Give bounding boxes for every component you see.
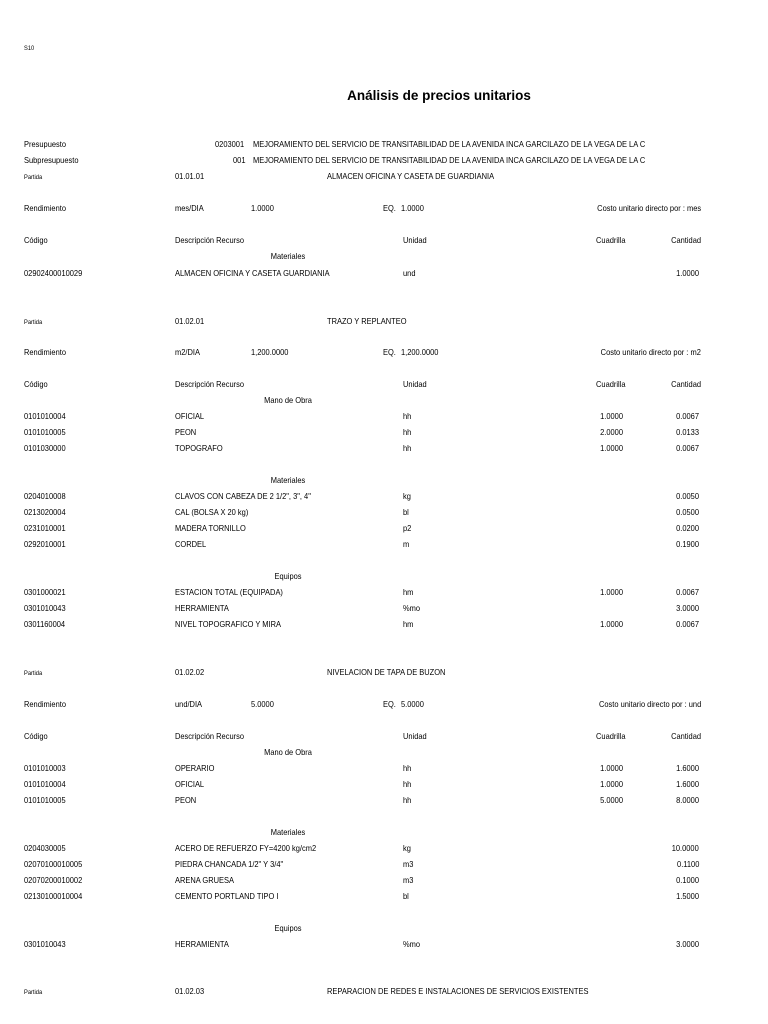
resource-cuadrilla: 1.0000	[600, 443, 623, 453]
resource-unit: bl	[403, 507, 409, 517]
eq-label: EQ.	[383, 347, 396, 357]
rendimiento-value: 1,200.0000	[251, 347, 289, 357]
resource-description: HERRAMIENTA	[175, 603, 229, 613]
resource-group-title: Equipos	[274, 923, 302, 933]
eq-value: 5.0000	[401, 699, 424, 709]
resource-cantidad: 0.0067	[676, 443, 699, 453]
resource-unit: bl	[403, 891, 409, 901]
resource-description: ACERO DE REFUERZO FY=4200 kg/cm2	[175, 843, 317, 853]
resource-group-title: Equipos	[274, 571, 302, 581]
column-header-cantidad: Cantidad	[671, 379, 701, 389]
column-header-codigo: Código	[24, 379, 48, 389]
resource-cuadrilla: 1.0000	[600, 763, 623, 773]
partida-code: 01.02.03	[175, 986, 205, 996]
resource-cantidad: 10.0000	[671, 843, 699, 853]
subpresupuesto-label: Subpresupuesto	[24, 155, 79, 165]
resource-description: CLAVOS CON CABEZA DE 2 1/2", 3", 4"	[175, 491, 311, 501]
column-header-unidad: Unidad	[403, 235, 427, 245]
resource-cantidad: 0.1000	[676, 875, 699, 885]
resource-code: 0101010005	[24, 427, 66, 437]
resource-cantidad: 0.0133	[676, 427, 699, 437]
resource-group-title: Mano de Obra	[264, 395, 312, 405]
resource-code: 0301010043	[24, 939, 66, 949]
rendimiento-value: 1.0000	[251, 203, 274, 213]
resource-cantidad: 0.1900	[676, 539, 699, 549]
resource-description: ESTACION TOTAL (EQUIPADA)	[175, 587, 283, 597]
resource-unit: hm	[403, 587, 414, 597]
resource-description: PEON	[175, 795, 197, 805]
resource-unit: hh	[403, 795, 412, 805]
resource-cantidad: 0.1100	[676, 859, 699, 869]
column-header-cantidad: Cantidad	[671, 235, 701, 245]
resource-description: CORDEL	[175, 539, 207, 549]
costo-unitario-label: Costo unitario directo por : mes	[597, 203, 701, 213]
rendimiento-value: 5.0000	[251, 699, 274, 709]
resource-unit: m3	[403, 859, 414, 869]
page-code: S10	[24, 45, 35, 52]
column-header-descripcion: Descripción Recurso	[175, 731, 245, 741]
resource-cantidad: 0.0500	[676, 507, 699, 517]
partida-name: ALMACEN OFICINA Y CASETA DE GUARDIANIA	[327, 171, 495, 181]
column-header-descripcion: Descripción Recurso	[175, 379, 245, 389]
resource-cuadrilla: 1.0000	[600, 411, 623, 421]
resource-description: PIEDRA CHANCADA 1/2" Y 3/4"	[175, 859, 284, 869]
partida-label: Partida	[24, 989, 43, 996]
resource-unit: und	[403, 268, 416, 278]
rendimiento-label: Rendimiento	[24, 203, 67, 213]
partida-label: Partida	[24, 670, 43, 677]
eq-label: EQ.	[383, 699, 396, 709]
resource-unit: m3	[403, 875, 414, 885]
partida-code: 01.02.01	[175, 316, 205, 326]
resource-code: 0292010001	[24, 539, 66, 549]
resource-cantidad: 3.0000	[676, 939, 699, 949]
resource-group-title: Materiales	[270, 827, 306, 837]
resource-code: 0301000021	[24, 587, 66, 597]
resource-cuadrilla: 1.0000	[600, 619, 623, 629]
partida-label: Partida	[24, 174, 43, 181]
resource-cantidad: 8.0000	[676, 795, 699, 805]
resource-cuadrilla: 2.0000	[600, 427, 623, 437]
resource-description: HERRAMIENTA	[175, 939, 229, 949]
costo-unitario-label: Costo unitario directo por : m2	[600, 347, 701, 357]
resource-description: TOPOGRAFO	[175, 443, 223, 453]
resource-code: 0101010004	[24, 779, 66, 789]
resource-cantidad: 0.0067	[676, 411, 699, 421]
resource-description: OFICIAL	[175, 411, 205, 421]
resource-code: 0101010004	[24, 411, 66, 421]
rendimiento-label: Rendimiento	[24, 699, 67, 709]
resource-unit: kg	[403, 491, 411, 501]
resource-unit: %mo	[403, 603, 421, 613]
resource-cantidad: 1.6000	[676, 779, 699, 789]
resource-code: 0231010001	[24, 523, 66, 533]
subpresupuesto-description: MEJORAMIENTO DEL SERVICIO DE TRANSITABILIDAD DE LA AVENIDA INCA GARCILAZO DE LA VEGA DE LA C	[253, 155, 646, 165]
column-header-cuadrilla: Cuadrilla	[596, 379, 626, 389]
column-header-cuadrilla: Cuadrilla	[596, 235, 626, 245]
resource-description: MADERA TORNILLO	[175, 523, 246, 533]
resource-group-title: Materiales	[270, 475, 306, 485]
resource-code: 0301160004	[24, 619, 66, 629]
column-header-cantidad: Cantidad	[671, 731, 701, 741]
resource-group-title: Materiales	[270, 251, 306, 261]
resource-unit: hh	[403, 779, 412, 789]
resource-code: 0213020004	[24, 507, 66, 517]
resource-cuadrilla: 1.0000	[600, 779, 623, 789]
rendimiento-unit: m2/DIA	[175, 347, 200, 357]
resource-unit: hh	[403, 411, 412, 421]
partida-code: 01.01.01	[175, 171, 205, 181]
resource-code: 0301010043	[24, 603, 66, 613]
rendimiento-unit: mes/DIA	[175, 203, 204, 213]
resource-unit: m	[403, 539, 410, 549]
resource-cantidad: 0.0200	[676, 523, 699, 533]
resource-cantidad: 0.0067	[676, 619, 699, 629]
resource-group-title: Mano de Obra	[264, 747, 312, 757]
column-header-unidad: Unidad	[403, 731, 427, 741]
resource-cuadrilla: 1.0000	[600, 587, 623, 597]
rendimiento-label: Rendimiento	[24, 347, 67, 357]
presupuesto-code: 0203001	[215, 139, 245, 149]
partida-name: TRAZO Y REPLANTEO	[327, 316, 407, 326]
column-header-descripcion: Descripción Recurso	[175, 235, 245, 245]
resource-unit: hh	[403, 763, 412, 773]
resource-description: OFICIAL	[175, 779, 205, 789]
partida-code: 01.02.02	[175, 667, 205, 677]
resource-description: PEON	[175, 427, 197, 437]
resource-unit: hm	[403, 619, 414, 629]
resource-cantidad: 1.6000	[676, 763, 699, 773]
resource-description: CAL (BOLSA X 20 kg)	[175, 507, 249, 517]
resource-unit: p2	[403, 523, 412, 533]
resource-description: CEMENTO PORTLAND TIPO I	[175, 891, 279, 901]
costo-unitario-label: Costo unitario directo por : und	[598, 699, 701, 709]
partida-name: REPARACION DE REDES E INSTALACIONES DE SERVICIOS EXISTENTES	[327, 986, 589, 996]
resource-cantidad: 0.0067	[676, 587, 699, 597]
presupuesto-description: MEJORAMIENTO DEL SERVICIO DE TRANSITABILIDAD DE LA AVENIDA INCA GARCILAZO DE LA VEGA DE LA C	[253, 139, 646, 149]
resource-cuadrilla: 5.0000	[600, 795, 623, 805]
resource-description: ALMACEN OFICINA Y CASETA GUARDIANIA	[175, 268, 330, 278]
subpresupuesto-code: 001	[233, 155, 246, 165]
column-header-cuadrilla: Cuadrilla	[596, 731, 626, 741]
resource-code: 0204010008	[24, 491, 66, 501]
resource-code: 0101030000	[24, 443, 66, 453]
page-title: Análisis de precios unitarios	[347, 88, 531, 103]
eq-value: 1.0000	[401, 203, 424, 213]
rendimiento-unit: und/DIA	[175, 699, 203, 709]
column-header-codigo: Código	[24, 235, 48, 245]
partida-name: NIVELACION DE TAPA DE BUZON	[327, 667, 446, 677]
presupuesto-label: Presupuesto	[24, 139, 67, 149]
eq-label: EQ.	[383, 203, 396, 213]
resource-code: 0204030005	[24, 843, 66, 853]
resource-unit: hh	[403, 427, 412, 437]
resource-unit: kg	[403, 843, 411, 853]
partida-label: Partida	[24, 319, 43, 326]
resource-description: NIVEL TOPOGRAFICO Y MIRA	[175, 619, 281, 629]
resource-description: OPERARIO	[175, 763, 215, 773]
resource-unit: hh	[403, 443, 412, 453]
resource-code: 0101010003	[24, 763, 66, 773]
resource-code: 02070100010005	[24, 859, 83, 869]
resource-unit: %mo	[403, 939, 421, 949]
resource-code: 02902400010029	[24, 268, 83, 278]
eq-value: 1,200.0000	[401, 347, 439, 357]
resource-cantidad: 3.0000	[676, 603, 699, 613]
resource-cantidad: 0.0050	[676, 491, 699, 501]
resource-cantidad: 1.0000	[676, 268, 699, 278]
resource-code: 0101010005	[24, 795, 66, 805]
resource-code: 02070200010002	[24, 875, 83, 885]
column-header-codigo: Código	[24, 731, 48, 741]
column-header-unidad: Unidad	[403, 379, 427, 389]
resource-cantidad: 1.5000	[676, 891, 699, 901]
resource-description: ARENA GRUESA	[175, 875, 235, 885]
resource-code: 02130100010004	[24, 891, 83, 901]
